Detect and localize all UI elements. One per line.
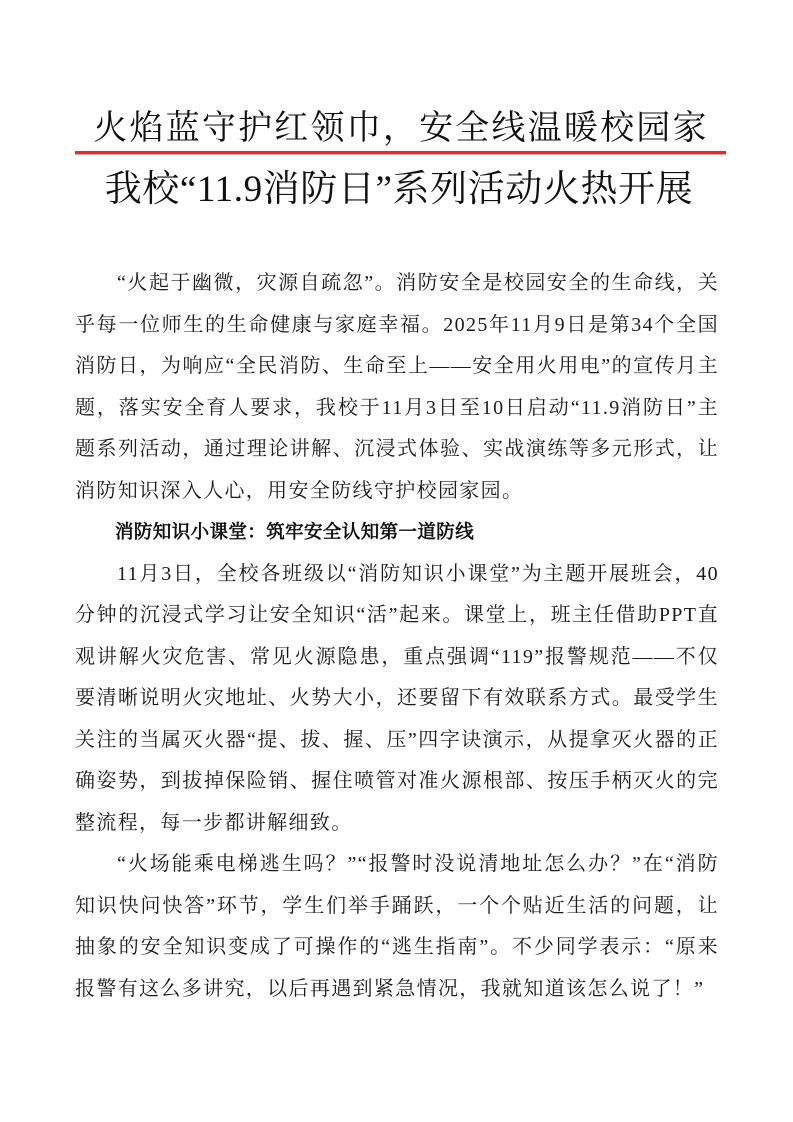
article-body bbox=[75, 263, 719, 1010]
section-paragraph: “火场能乘电梯逃生吗？”“报警时没说清地址怎么办？”在“消防知识快问快答”环节，学生们举手踊跃，一个个贴近生活的问题，让抽象的安全知识变成了可操作的“逃生指南”。不少同学表示：“原来报警有这么多讲究，以后再遇到紧急情况，我就知道该怎么说了！” bbox=[75, 853, 719, 1000]
intro-paragraph: “火起于幽微，灾源自疏忽”。消防安全是校园安全的生命线，关乎每一位师生的生命健康与家庭幸福。2025年11月9日是第34个全国消防日，为响应“全民消防、生命至上——安全用火用电”的宣传月主题，落实安全育人要求，我校于11月3日至10日启动“11.9消防日”主题系列活动，通过理论讲解、沉浸式体验、实战演练等多元形式，让消防知识深入人心，用安全防线守护校园家园。 bbox=[75, 272, 719, 502]
section-fire-knowledge-class bbox=[75, 512, 719, 1010]
section-heading: 消防知识小课堂：筑牢安全认知第一道防线 bbox=[115, 522, 475, 543]
title-divider-red-rule bbox=[75, 151, 726, 154]
document-title: 火焰蓝守护红领巾，安全线温暖校园家 bbox=[93, 108, 709, 148]
document-subtitle: 我校“11.9消防日”系列活动火热开展 bbox=[104, 169, 694, 210]
section-paragraph: 11月3日，全校各班级以“消防知识小课堂”为主题开展班会，40分钟的沉浸式学习让安全知识“活”起来。课堂上，班主任借助PPT直观讲解火灾危害、常见火源隐患，重点强调“119”报警规范——不仅要清晰说明火灾地址、火势大小，还要留下有效联系方式。最受学生关注的当属灭火器“提、拔、握、压”四字诀演示，从提拿灭火器的正确姿势，到拔掉保险销、握住喷管对准火源根部、按压手柄灭火的完整流程，每一步都讲解细致。 bbox=[75, 562, 719, 834]
